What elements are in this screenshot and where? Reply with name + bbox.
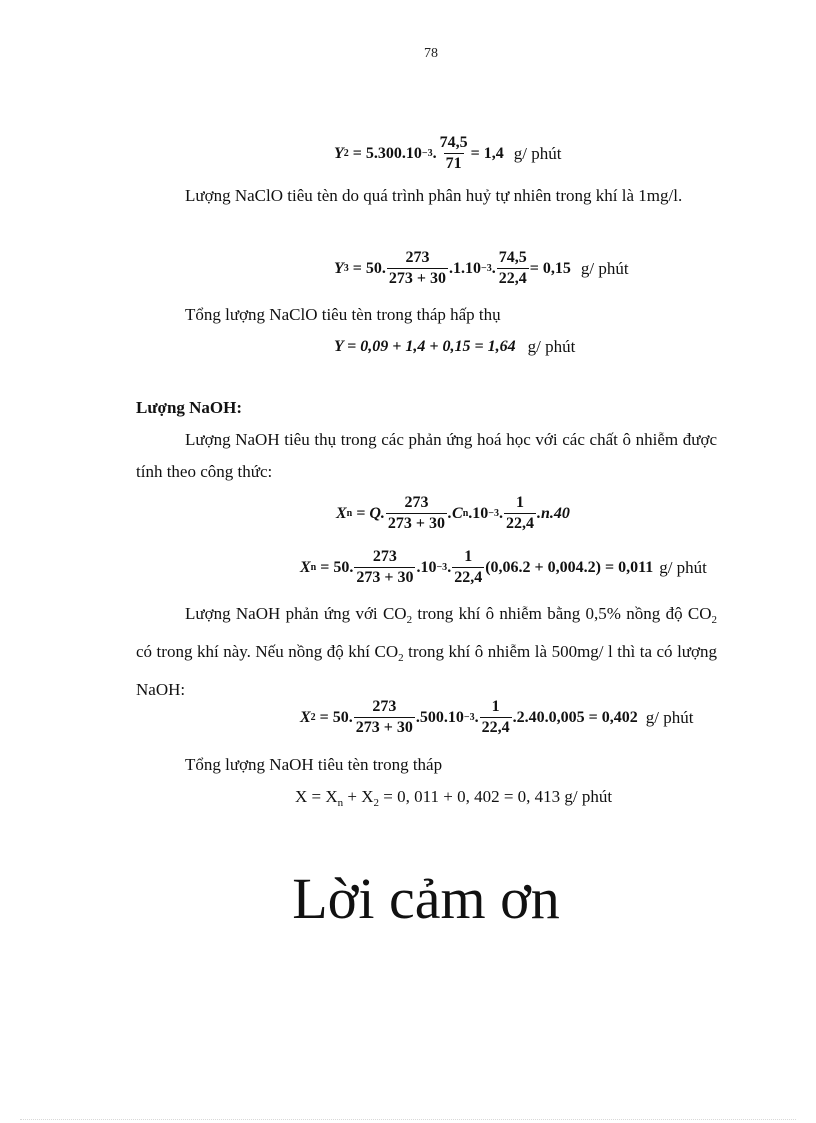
footer-dotted-border: [20, 1119, 796, 1120]
eq-x2-frac1-num: 273: [372, 698, 397, 715]
equation-x2: [300, 698, 693, 737]
eq-xnf-exp: −3: [488, 508, 499, 519]
eq-y3-part2: .1.10: [449, 259, 482, 277]
eq-xnf-fraction-2: [504, 494, 536, 533]
eq-xnf-frac2-den: 22,4: [505, 515, 534, 532]
eq-xnv-fraction-1: [354, 548, 415, 587]
eq-xt-sub1: n: [337, 797, 344, 809]
eq-x2-frac2-num: 1: [491, 698, 500, 715]
eq-x2-fraction-1: [354, 698, 415, 737]
paragraph-naclo-loss: Lượng NaClO tiêu tèn do quá trình phân huỷ tự nhiên trong khí là 1mg/l.: [185, 186, 683, 205]
eq-xnf-part2: .C: [448, 504, 463, 522]
heading-naoh: Lượng NaOH:: [136, 398, 243, 417]
naoh-co2-text-4: trong khí ô nhiễm là 500mg/ l thì ta có lượng NaOH:: [136, 642, 717, 699]
eq-y3-unit: g/ phút: [580, 258, 629, 278]
eq-xnv-frac2-num: 1: [464, 548, 473, 565]
eq-y3-result: = 0,15: [529, 259, 571, 277]
eq-y3-exp: −3: [481, 263, 492, 274]
eq-xnf-fraction-1: [386, 494, 447, 533]
eq-xnf-lhs-sub: n: [346, 508, 353, 519]
eq-xnf-part4: .n.40: [536, 504, 570, 522]
eq-x2-dot: .: [474, 708, 479, 726]
eq-xnf-dot: .: [498, 504, 503, 522]
eq-xnf-c-sub: n: [462, 508, 469, 519]
eq-y2-exp: −3: [421, 148, 433, 159]
eq-x2-lhs-sub: 2: [310, 712, 316, 723]
eq-y2-part1: = 5.300.10: [352, 144, 422, 162]
eq-x2-part3: .2.40.0,005 = 0,402: [512, 708, 638, 726]
naoh-co2-text-2: trong khí ô nhiễm bằng 0,5% nồng độ CO: [412, 604, 712, 623]
eq-y2-fraction: [438, 134, 470, 173]
eq-x2-frac2-den: 22,4: [481, 719, 510, 736]
paragraph-total-naclo: Tổng lượng NaClO tiêu tèn trong tháp hấp thụ: [185, 305, 501, 324]
eq-xnv-frac1-num: 273: [372, 548, 397, 565]
paragraph-naoh-intro: Lượng NaOH tiêu thụ trong các phản ứng hoá học với các chất ô nhiễm được tính theo công thức:: [136, 430, 717, 481]
eq-xt-a: X = X: [295, 787, 338, 806]
equation-xn-formula: [336, 494, 570, 533]
equation-x-total: [295, 787, 612, 809]
paragraph-naoh-co2: [136, 598, 717, 706]
eq-xt-sub2: 2: [373, 797, 380, 809]
eq-xnv-part3: (0,06.2 + 0,004.2) = 0,011: [485, 558, 654, 576]
co2-subscript-3: 2: [398, 652, 404, 664]
eq-xnv-exp: −3: [436, 562, 448, 573]
eq-xt-c: = 0, 011 + 0, 402 = 0, 413 g/ phút: [379, 787, 613, 806]
eq-y2-lhs-sub: 2: [343, 148, 349, 159]
eq-xnv-frac1-den: 273 + 30: [356, 569, 414, 586]
eq-y2-frac-num: 74,5: [439, 134, 468, 151]
naoh-co2-text-1: Lượng NaOH phản ứng với CO: [185, 604, 407, 623]
eq-x2-exp: −3: [463, 712, 475, 723]
eq-y3-frac2-den: 22,4: [498, 270, 527, 287]
eq-y2-dot: .: [432, 144, 437, 162]
co2-subscript-1: 2: [406, 614, 413, 626]
equation-y-total: [334, 337, 575, 357]
eq-y3-part1: = 50.: [352, 259, 386, 277]
eq-y3-lhs: Y: [334, 259, 344, 277]
eq-xnv-lhs-sub: n: [310, 562, 317, 573]
eq-y2-unit: g/ phút: [513, 143, 562, 163]
eq-xnf-part1: = Q.: [356, 504, 385, 522]
eq-y3-dot: .: [491, 259, 496, 277]
eq-xnf-lhs: X: [336, 504, 347, 522]
eq-y-unit: g/ phút: [527, 337, 576, 356]
eq-xnv-unit: g/ phút: [659, 557, 707, 577]
eq-xnf-frac1-num: 273: [404, 494, 429, 511]
eq-x2-lhs: X: [300, 708, 311, 726]
equation-y2: [334, 134, 561, 173]
eq-y3-fraction-2: [497, 249, 529, 288]
eq-x2-fraction-2: [480, 698, 512, 737]
eq-y3-frac1-num: 273: [405, 249, 430, 266]
eq-x2-unit: g/ phút: [645, 707, 694, 727]
eq-xnv-frac2-den: 22,4: [454, 569, 483, 586]
equation-xn-value: [300, 548, 707, 587]
eq-xnf-part3: .10: [468, 504, 489, 522]
eq-x2-frac1-den: 273 + 30: [355, 719, 413, 736]
eq-y2-lhs: Y: [334, 144, 344, 162]
eq-x2-part2: .500.10: [415, 708, 464, 726]
eq-xnv-part2: .10: [416, 558, 437, 576]
eq-y3-fraction-1: [387, 249, 448, 288]
naoh-co2-text-3: có trong khí này. Nếu nồng độ khí CO: [136, 642, 399, 661]
eq-y3-frac2-num: 74,5: [498, 249, 527, 266]
eq-xnv-dot: .: [447, 558, 452, 576]
eq-y2-frac-den: 71: [445, 155, 462, 172]
eq-y-expr: Y = 0,09 + 1,4 + 0,15 = 1,64: [334, 338, 516, 355]
eq-x2-part1: = 50.: [319, 708, 353, 726]
eq-xnf-frac1-den: 273 + 30: [387, 515, 446, 532]
eq-xnv-lhs: X: [300, 558, 311, 576]
co2-subscript-2: 2: [711, 614, 717, 626]
eq-y2-result: = 1,4: [470, 144, 504, 162]
section-title: Lời cảm ơn: [292, 866, 560, 931]
paragraph-total-naoh: Tổng lượng NaOH tiêu tèn trong tháp: [185, 755, 443, 774]
equation-y3: [334, 249, 629, 288]
eq-xnv-fraction-2: [452, 548, 484, 587]
eq-y3-lhs-sub: 3: [343, 263, 349, 274]
eq-y3-frac1-den: 273 + 30: [388, 270, 447, 287]
page-number: 78: [424, 46, 438, 61]
eq-xnv-part1: = 50.: [320, 558, 354, 576]
eq-xt-b: + X: [343, 787, 374, 806]
eq-xnf-frac2-num: 1: [515, 494, 524, 511]
